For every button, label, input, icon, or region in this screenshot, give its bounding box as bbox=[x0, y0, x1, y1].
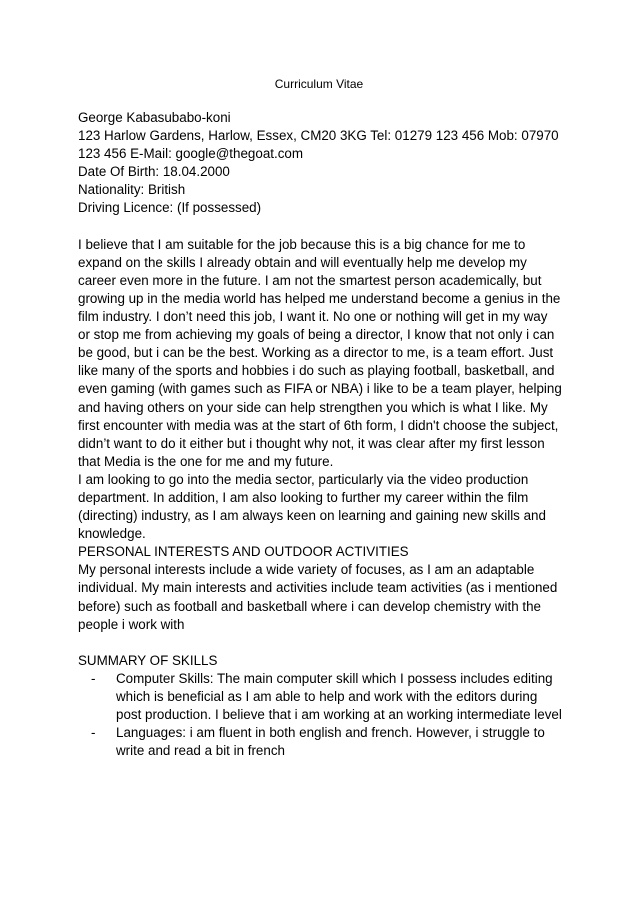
bullet-dash: - bbox=[91, 725, 96, 741]
interests-heading: PERSONAL INTERESTS AND OUTDOOR ACTIVITIES bbox=[78, 544, 409, 560]
skills-list-item bbox=[78, 670, 562, 724]
skills-list bbox=[78, 670, 562, 760]
contact-nationality: Nationality: British bbox=[78, 182, 186, 198]
contact-address-line-1: 123 Harlow Gardens, Harlow, Essex, CM20 3KG Tel: 01279 123 456 Mob: 07970 bbox=[78, 128, 559, 144]
contact-dob: Date Of Birth: 18.04.2000 bbox=[78, 164, 230, 180]
skill-languages: Languages: i am fluent in both english and french. However, i struggle to write and read a bit in french bbox=[116, 725, 545, 759]
cv-content bbox=[78, 109, 562, 760]
interests-section bbox=[78, 543, 562, 633]
contact-address-line-2: 123 456 E-Mail: google@thegoat.com bbox=[78, 146, 304, 162]
contact-driving-licence: Driving Licence: (If possessed) bbox=[78, 200, 262, 216]
contact-name: George Kabasubabo-koni bbox=[78, 110, 231, 125]
interests-text: My personal interests include a wide variety of focuses, as I am an adaptable individual. My main interests and activities include team activities (as i mentioned before) such as football and basketball where i can develop chemistry with the people i work with bbox=[78, 562, 558, 632]
career-goal: I am looking to go into the media sector, particularly via the video production department. In addition, I am also looking to further my career within the film (directing) industry, as I am always keen on learning and gaining new skills and knowledge. bbox=[78, 471, 546, 542]
skill-computer: Computer Skills: The main computer skill which I possess includes editing which is beneficial as I am able to help and work with the editors during post production. I believe that i am working at an working intermediate level bbox=[116, 670, 562, 723]
document-title: Curriculum Vitae bbox=[274, 77, 364, 91]
skills-heading: SUMMARY OF SKILLS bbox=[78, 652, 218, 668]
skills-list-item bbox=[78, 724, 562, 760]
skills-section bbox=[78, 652, 562, 761]
bullet-dash: - bbox=[91, 670, 96, 686]
personal-statement: I believe that I am suitable for the job because this is a big chance for me to expand on the skills I already obtain and will eventually help me develop my career even more in the future. I am not the smartest person academically, but growing up in the media world has helped me understand become a genius in the film industry. I don’t need this job, I want it. No one or nothing will get in my way or stop me from achieving my goals of being a director, I know that not only i can be good, but i can be the best. Working as a director to me, is a team effort. Just like many of the sports and hobbies i do such as playing football, basketball, and even gaming (with games such as FIFA or NBA) i like to be a team player, helping and having others on your side can help strengthen you which is what I like. My first encounter with media was at the start of 6th form, I didn't choose the subject, didn’t want to do it either but i thought why not, it was clear after my first lesson that Media is the one for me and my future. bbox=[78, 236, 562, 469]
contact-block bbox=[78, 109, 562, 218]
